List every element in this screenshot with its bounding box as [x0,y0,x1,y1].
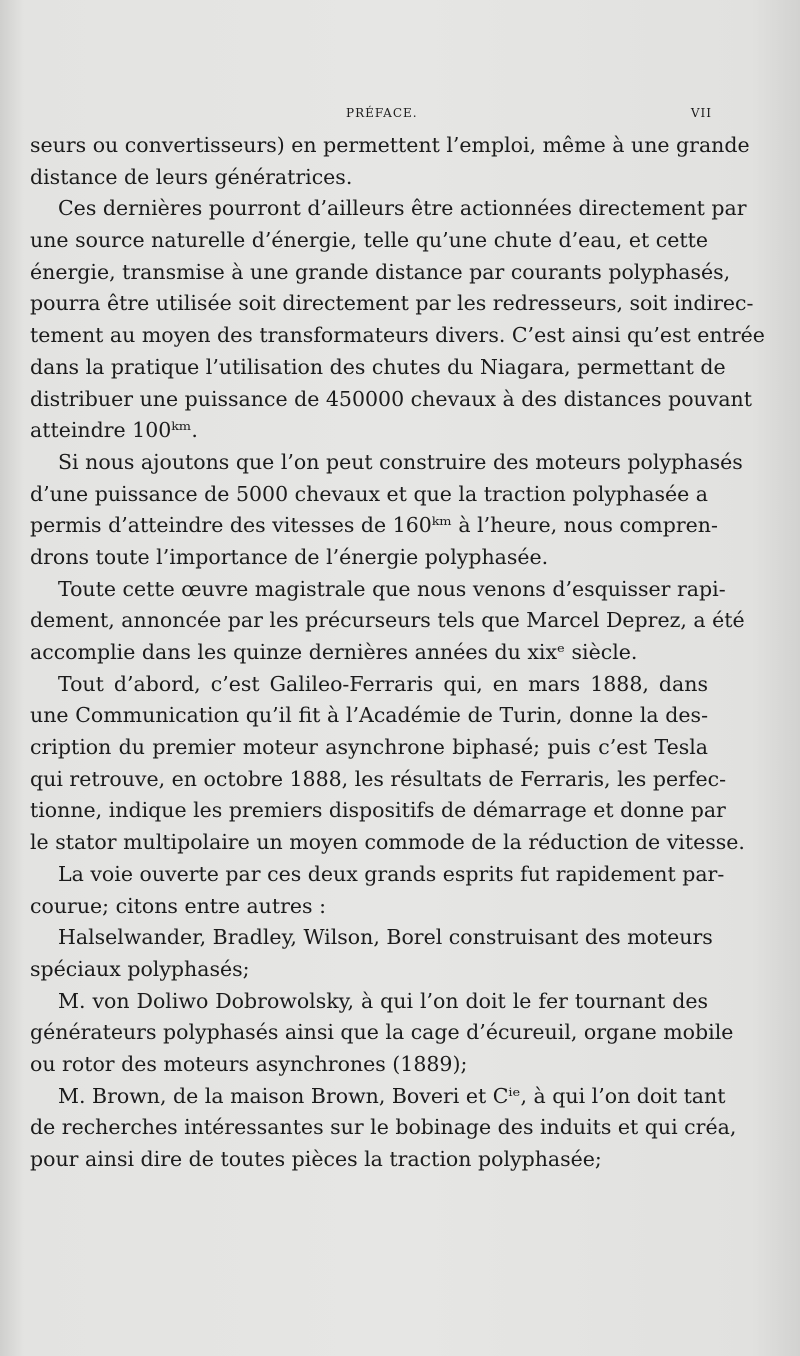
text-line: atteindre 100ᵏᵐ. [30,418,198,443]
text-line: permis d’atteindre des vitesses de 160ᵏᵐ à l’heure, nous compren- [30,513,718,538]
text-line: dement, annoncée par les précurseurs tels que Marcel Deprez, a été [30,608,745,633]
text-line: Ces dernières pourront d’ailleurs être actionnées directement par [58,196,747,221]
text-line: M. Brown, de la maison Brown, Boveri et Cⁱᵉ, à qui l’on doit tant [58,1083,726,1108]
text-line: distance de leurs génératrices. [30,164,353,189]
text-line: dans la pratique l’utilisation des chutes du Niagara, permettant de [30,354,726,379]
body-text [30,130,765,1176]
text-line: spéciaux polyphasés; [30,956,250,981]
text-line: La voie ouverte par ces deux grands esprits fut rapidement par- [58,861,725,886]
text-line: Si nous ajoutons que l’on peut construire des moteurs polyphasés [58,449,743,474]
text-line: qui retrouve, en octobre 1888, les résultats de Ferraris, les perfec- [30,766,726,791]
text-line: une source naturelle d’énergie, telle qu’une chute d’eau, et cette [30,228,708,253]
text-line: tionne, indique les premiers dispositifs de démarrage et donne par [30,798,726,823]
text-line: de recherches intéressantes sur le bobinage des induits et qui créa, [30,1115,737,1140]
running-head [32,106,712,126]
page-number: VII [690,106,712,120]
text-line: drons toute l’importance de l’énergie polyphasée. [30,544,549,569]
text-line: Halselwander, Bradley, Wilson, Borel construisant des moteurs [58,925,713,950]
text-line: le stator multipolaire un moyen commode de la réduction de vitesse. [30,830,745,855]
text-line: d’une puissance de 5000 chevaux et que la traction polyphasée a [30,481,708,506]
text-line: cription du premier moteur asynchrone biphasé; puis c’est Tesla [30,735,708,760]
text-line: pour ainsi dire de toutes pièces la traction polyphasée; [30,1147,602,1171]
text-line: accomplie dans les quinze dernières années du xixᵉ siècle. [30,640,638,664]
text-line: énergie, transmise à une grande distance par courants polyphasés, [30,259,731,284]
text-line: une Communication qu’il fit à l’Académie de Turin, donne la des- [30,703,708,728]
text-line: Toute cette œuvre magistrale que nous venons d’esquisser rapi- [58,576,726,601]
text-line: pourra être utilisée soit directement par les redresseurs, soit indirec- [30,291,754,316]
text-line: Tout d’abord, c’est Galileo-Ferraris qui, en mars 1888, dans [58,671,708,696]
running-title: PRÉFACE. [346,106,418,120]
text-line: générateurs polyphasés ainsi que la cage d’écureuil, organe mobile [30,1020,734,1045]
text-line: ou rotor des moteurs asynchrones (1889); [30,1051,468,1076]
text-line: courue; citons entre autres : [30,893,326,918]
text-line: distribuer une puissance de 450000 chevaux à des distances pouvant [30,386,752,411]
text-line: tement au moyen des transformateurs divers. C’est ainsi qu’est entrée [30,323,765,348]
text-line: seurs ou convertisseurs) en permettent l’emploi, même à une grande [30,133,750,157]
text-line: M. von Doliwo Dobrowolsky, à qui l’on doit le fer tournant des [58,988,708,1013]
